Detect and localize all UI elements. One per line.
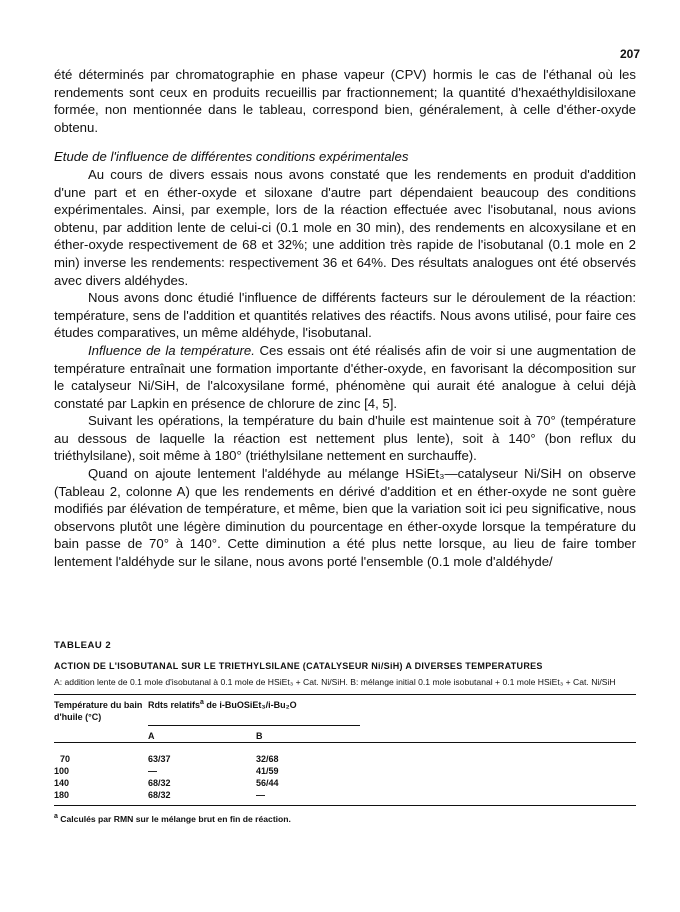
table-row: 100 — 41/59 xyxy=(54,766,279,776)
paragraph-intro: été déterminés par chromatographie en phase vapeur (CPV) hormis le cas de l'éthanal où les rendements sont ceux en produits recueillis par fractionnement; la quantité d'hexaéthyldisiloxane formée, non mentionnée dans le tableau, correspond bien, généralement, à celle d'éther-oxyde obtenu. xyxy=(54,67,636,135)
paragraph-factors: Nous avons donc étudié l'influence de différents facteurs sur le déroulement de la réaction: température, sens de l'addition et quantités relatives des réactifs. Nous avons utilisé, pour faire ces études comparatives, un même aldéhyde, l'isobutanal. xyxy=(54,290,636,341)
header-temperature: Température du bain d'huile (°C) xyxy=(54,695,148,743)
table-caption: A: addition lente de 0.1 mole d'isobutanal à 0.1 mole de HSiEt₃ + Cat. Ni/SiH. B: mélange initial 0.1 mole isobutanal + 0.1 mole HSiEt₃ + Cat. Ni/SiH xyxy=(54,677,616,687)
table-footnote: $^a$ Calculés par RMN sur le mélange brut en fin de réaction. xyxy=(54,813,291,824)
header-sub xyxy=(148,711,636,743)
body-text xyxy=(54,66,636,571)
table-title: ACTION DE L'ISOBUTANAL SUR LE TRIETHYLSILANE (CATALYSEUR Ni/SiH) A DIVERSES TEMPERATURES xyxy=(54,661,543,671)
table-row: 140 68/32 56/44 xyxy=(54,778,279,788)
header-col-b: B xyxy=(256,731,263,741)
table-row: 180 68/32 — xyxy=(54,789,636,806)
paragraph-observations: Quand on ajoute lentement l'aldéhyde au mélange HSiEt₃—catalyseur Ni/SiH on observe (Tableau 2, colonne A) que les rendements en dérivé d'addition et en éther-oxyde ne sont guère modifiés par élévation de température, et même, bien que la variation soit ici peu significative, nous observons plutôt une légère diminution du pourcentage en éther-oxyde lorsque la température du bain passe de 70° à 140°. Cette diminution a été plus nette lorsque, au lieu de faire tomber lentement l'aldéhyde sur le silane, nous avons porté l'ensemble (0.1 mole d'aldéhyde/ xyxy=(54,466,636,570)
section-heading: Etude de l'influence de différentes conditions expérimentales xyxy=(54,149,409,165)
table-2 xyxy=(54,640,636,824)
temperature-heading: Influence de la température. xyxy=(88,342,255,358)
paragraph-operations: Suivant les opérations, la température du bain d'huile est maintenue soit à 70° (température au dessous de laquelle la réaction est nettement plus lente), soit à 140° (bon reflux du triéthylsilane), soit même à 180° (triéthylsilane nettement en surchauffe). xyxy=(54,413,636,464)
temperature-text: Ces essais ont été réalisés afin de voir si une augmentation de température entraînait une formation importante d'éther-oxyde, en favorisant la décomposition sur le catalyseur Ni/SiH, de l'alcoxysilane formé, phénomène qui aurait été analogue à celui déjà constaté par Lapkin en présence de chlorure de zinc [4, 5]. xyxy=(54,342,636,411)
header-col-a: A xyxy=(148,731,155,741)
page-number: 207 xyxy=(620,47,641,61)
data-table xyxy=(54,694,636,806)
header-yields: Rdts relatifs$^a$ de i-BuOSiEt₃/i-Bu₂O xyxy=(148,695,636,712)
paragraph-temperature xyxy=(54,342,636,412)
table-row: 70 63/37 32/68 xyxy=(54,743,636,766)
table-label: TABLEAU 2 xyxy=(54,640,112,651)
paragraph-conditions: Au cours de divers essais nous avons constaté que les rendements en produit d'addition d'une part et en éther-oxyde et siloxane d'autre part dépendaient beaucoup des conditions expérimentales. Ainsi, par exemple, lors de la réaction effectuée avec l'isobutanal, nous avions obtenu, par addition lente de celui-ci (0.1 mole en 30 min), des rendements en alcoxysilane et en éther-oxyde respectivement de 68 et 32%; une addition très rapide de l'isobutanal (0.1 mole en 2 min) inverse les rendements: respectivement 36 et 64%. Des résultats analogues ont été observés avec divers aldéhydes. xyxy=(54,166,636,288)
